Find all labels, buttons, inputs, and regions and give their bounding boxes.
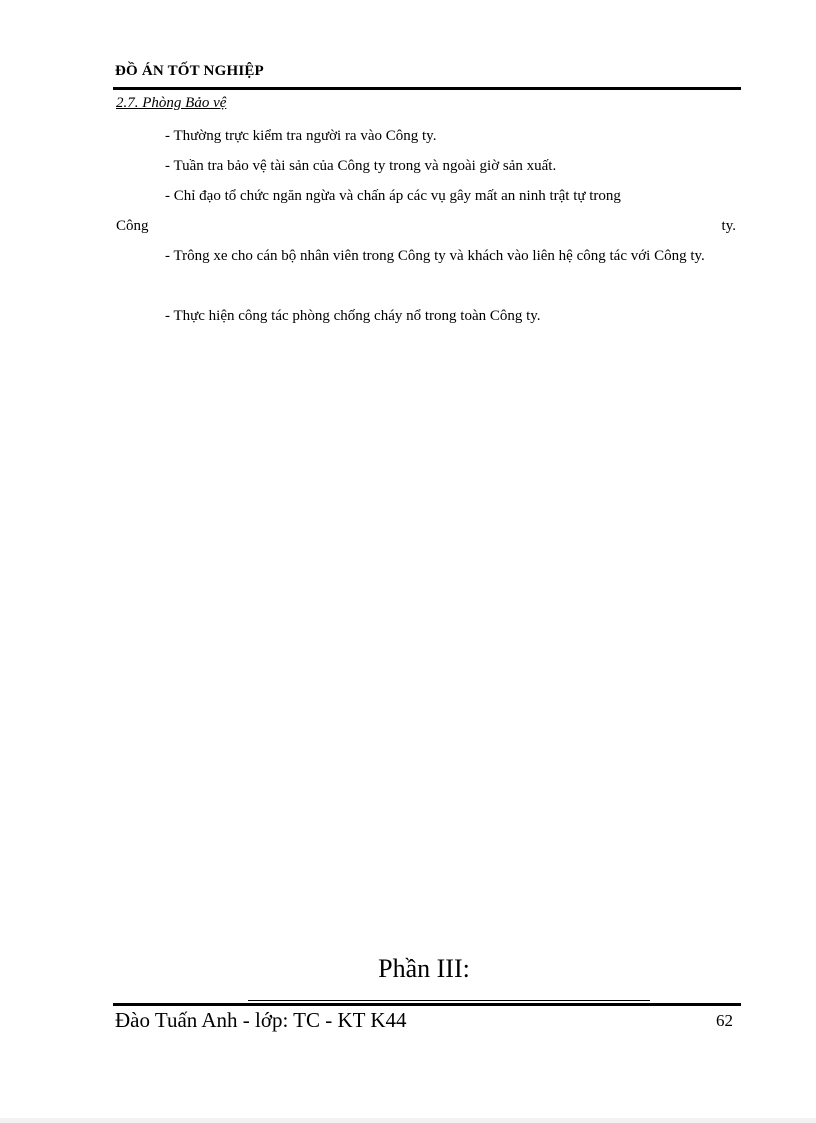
paragraph-3 xyxy=(116,181,739,241)
paragraph-3-text: - Chỉ đạo tổ chức ngăn ngừa và chấn áp các vụ gây mất an ninh trật tự trong xyxy=(165,188,621,204)
paragraph-1-text: - Thường trực kiểm tra người ra vào Công ty. xyxy=(165,128,437,144)
paragraph-4-text: - Trông xe cho cán bộ nhân viên trong Công ty và khách vào liên hệ công tác với Công ty. xyxy=(165,248,705,264)
paragraph-5-text: - Thực hiện công tác phòng chống cháy nổ trong toàn Công ty. xyxy=(165,308,541,324)
paragraph-1 xyxy=(116,121,739,151)
footer-thin-rule xyxy=(248,1000,650,1001)
footer-rule xyxy=(113,1003,741,1006)
part-title: Phần III: xyxy=(378,954,470,983)
paragraph-5 xyxy=(116,301,739,331)
page-number: 62 xyxy=(716,1011,733,1030)
paragraph-2-text: - Tuần tra bảo vệ tài sản của Công ty trong và ngoài giờ sản xuất. xyxy=(165,158,557,174)
bottom-band xyxy=(0,1118,816,1123)
section-heading: 2.7. Phòng Bảo vệ xyxy=(116,95,227,111)
header-title: ĐỒ ÁN TỐT NGHIỆP xyxy=(115,63,264,79)
paragraph-3-line-1 xyxy=(116,181,739,211)
paragraph-3-line-2 xyxy=(116,211,736,241)
paragraph-3-continuation-left: Công xyxy=(116,218,149,234)
paragraph-2 xyxy=(116,151,739,181)
footer-author: Đào Tuấn Anh - lớp: TC - KT K44 xyxy=(115,1008,407,1032)
paragraph-4 xyxy=(116,241,739,271)
paragraph-3-continuation-right: ty. xyxy=(721,218,736,234)
header-rule xyxy=(113,87,741,90)
